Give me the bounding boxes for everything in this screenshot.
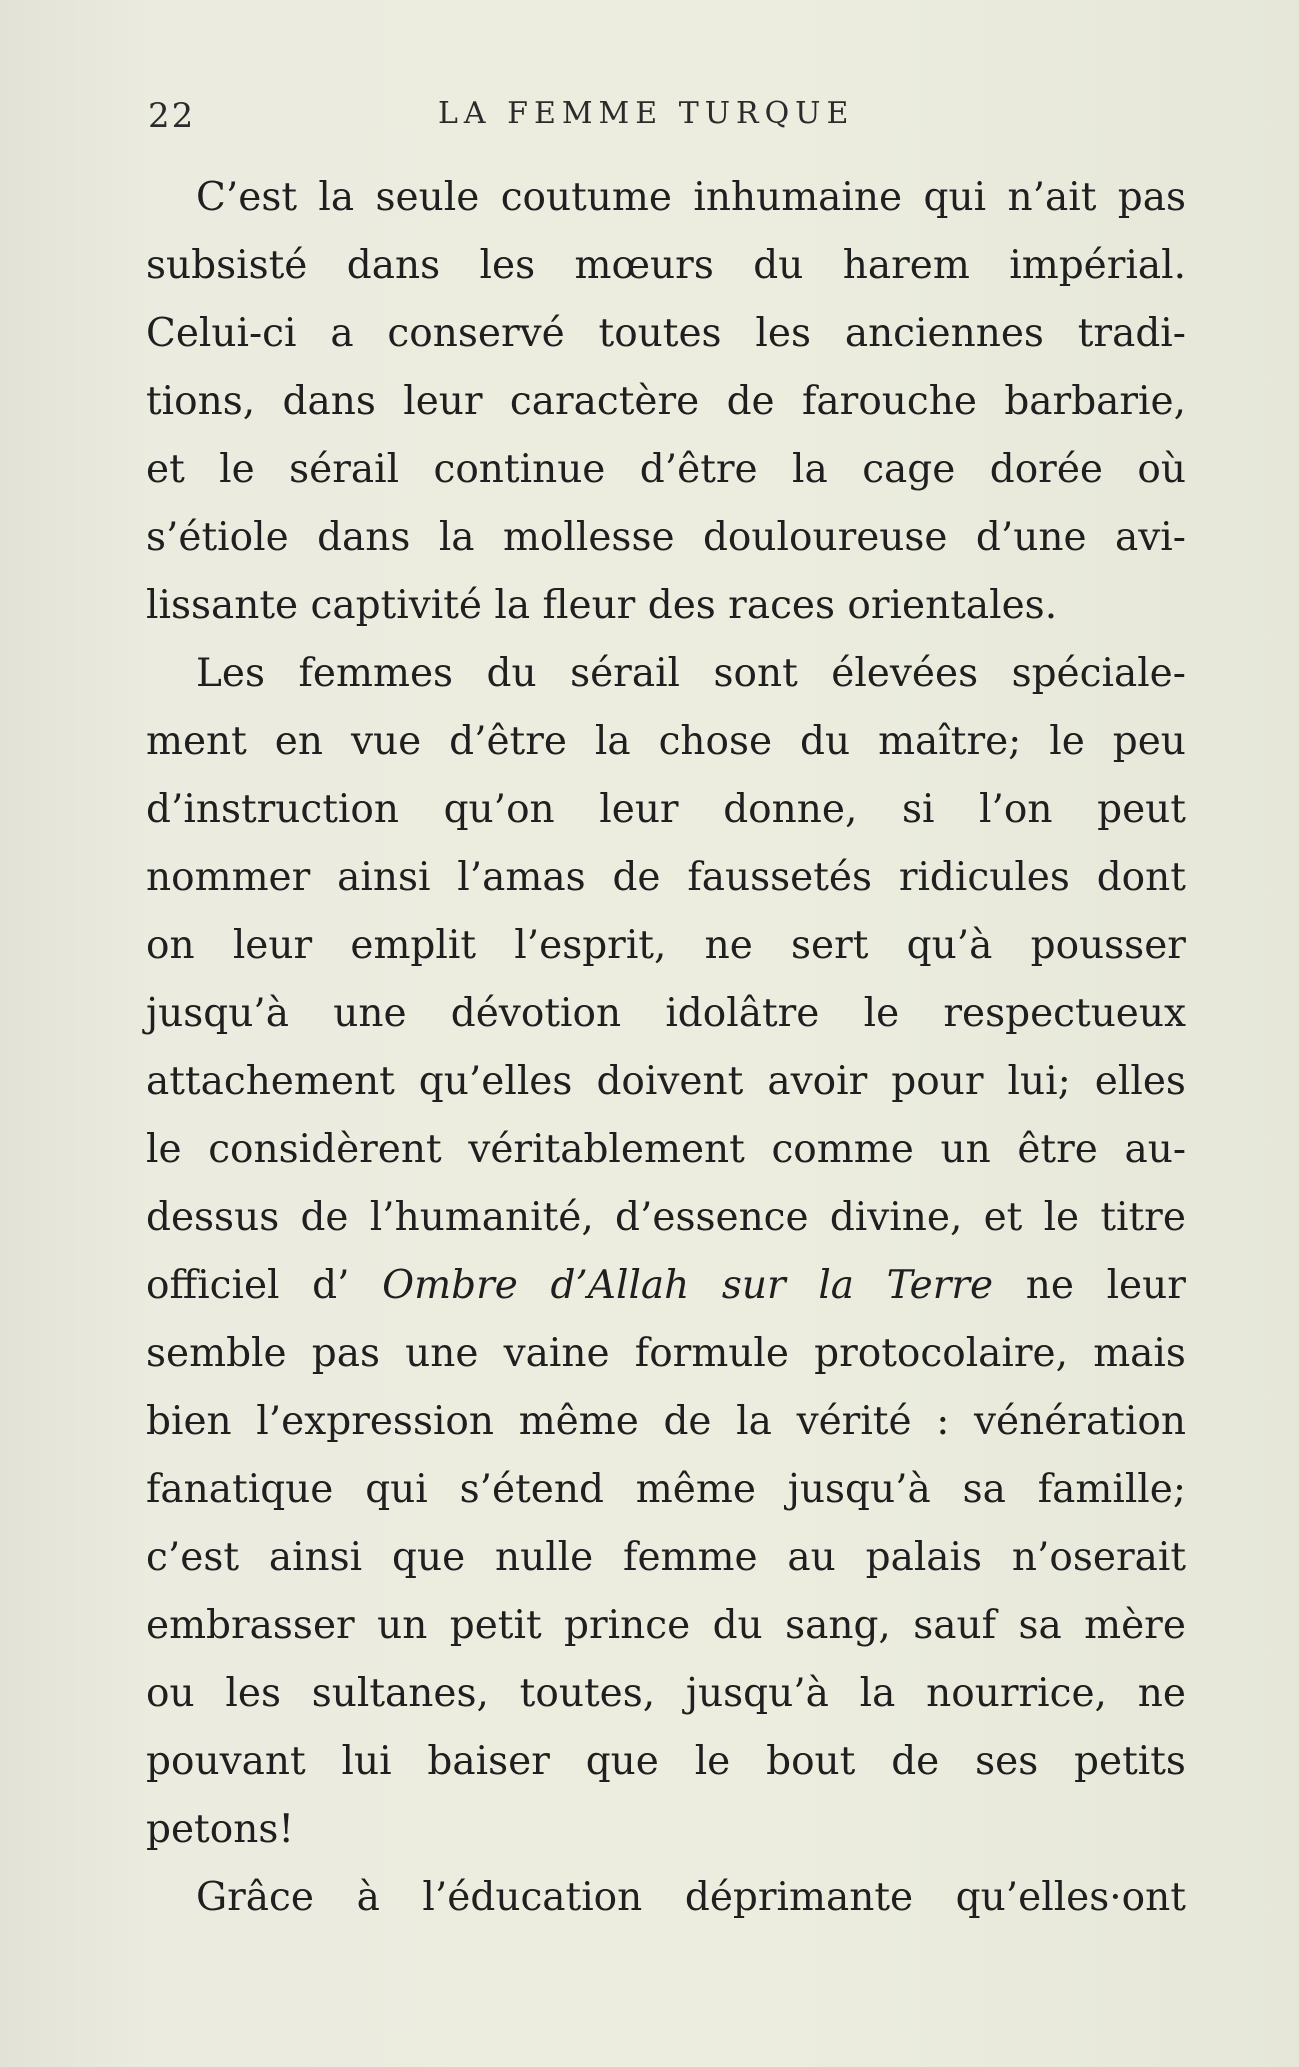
text-line: embrasser un petit prince du sang, sauf sa mère	[146, 1603, 1186, 1648]
text-line: s’étiole dans la mollesse douloureuse d’une avi-	[146, 515, 1186, 560]
text-segment: ne	[1025, 1263, 1074, 1308]
text-line: tions, dans leur caractère de farouche barbarie,	[146, 379, 1186, 424]
italic-title: d’Allah	[550, 1263, 690, 1308]
text-line: et le sérail continue d’être la cage dorée où	[146, 447, 1186, 492]
text-segment: leur	[1106, 1263, 1186, 1308]
italic-title: sur	[721, 1263, 786, 1308]
running-title: LA FEMME TURQUE	[438, 96, 855, 131]
text-line: petons!	[146, 1807, 295, 1852]
text-line: ment en vue d’être la chose du maître; le peu	[146, 719, 1186, 764]
text-line: C’est la seule coutume inhumaine qui n’ait pas	[196, 175, 1186, 220]
body-text	[146, 164, 1186, 1932]
page-header	[148, 92, 1178, 142]
italic-title: Terre	[886, 1263, 994, 1308]
text-segment: officiel	[146, 1263, 280, 1308]
text-line: semble pas une vaine formule protocolaire, mais	[146, 1331, 1186, 1376]
text-line: lissante captivité la fleur des races orientales.	[146, 583, 1058, 628]
italic-title: la	[818, 1263, 855, 1308]
text-line: attachement qu’elles doivent avoir pour lui; elles	[146, 1059, 1186, 1104]
text-line: pouvant lui baiser que le bout de ses petits	[146, 1739, 1186, 1784]
page-number: 22	[148, 96, 196, 136]
text-line: jusqu’à une dévotion idolâtre le respectueux	[146, 991, 1186, 1036]
text-line: d’instruction qu’on leur donne, si l’on peut	[146, 787, 1186, 832]
text-segment: d’	[312, 1263, 350, 1308]
text-line: subsisté dans les mœurs du harem impérial.	[146, 243, 1186, 288]
italic-title: Ombre	[382, 1263, 518, 1308]
text-line: dessus de l’humanité, d’essence divine, et le titre	[146, 1195, 1186, 1240]
text-line: Les femmes du sérail sont élevées spéciale-	[196, 651, 1186, 696]
text-line: Celui-ci a conservé toutes les anciennes tradi-	[146, 311, 1186, 356]
text-line: bien l’expression même de la vérité : vénération	[146, 1399, 1186, 1444]
text-line: c’est ainsi que nulle femme au palais n’oserait	[146, 1535, 1186, 1580]
text-line: on leur emplit l’esprit, ne sert qu’à pousser	[146, 923, 1186, 968]
text-line-with-italic	[146, 1252, 1186, 1320]
text-line: nommer ainsi l’amas de faussetés ridicules dont	[146, 855, 1186, 900]
text-line: Grâce à l’éducation déprimante qu’elles·ont	[196, 1875, 1186, 1920]
text-line: le considèrent véritablement comme un être au-	[146, 1127, 1186, 1172]
text-line: ou les sultanes, toutes, jusqu’à la nourrice, ne	[146, 1671, 1186, 1716]
text-line: fanatique qui s’étend même jusqu’à sa famille;	[146, 1467, 1186, 1512]
